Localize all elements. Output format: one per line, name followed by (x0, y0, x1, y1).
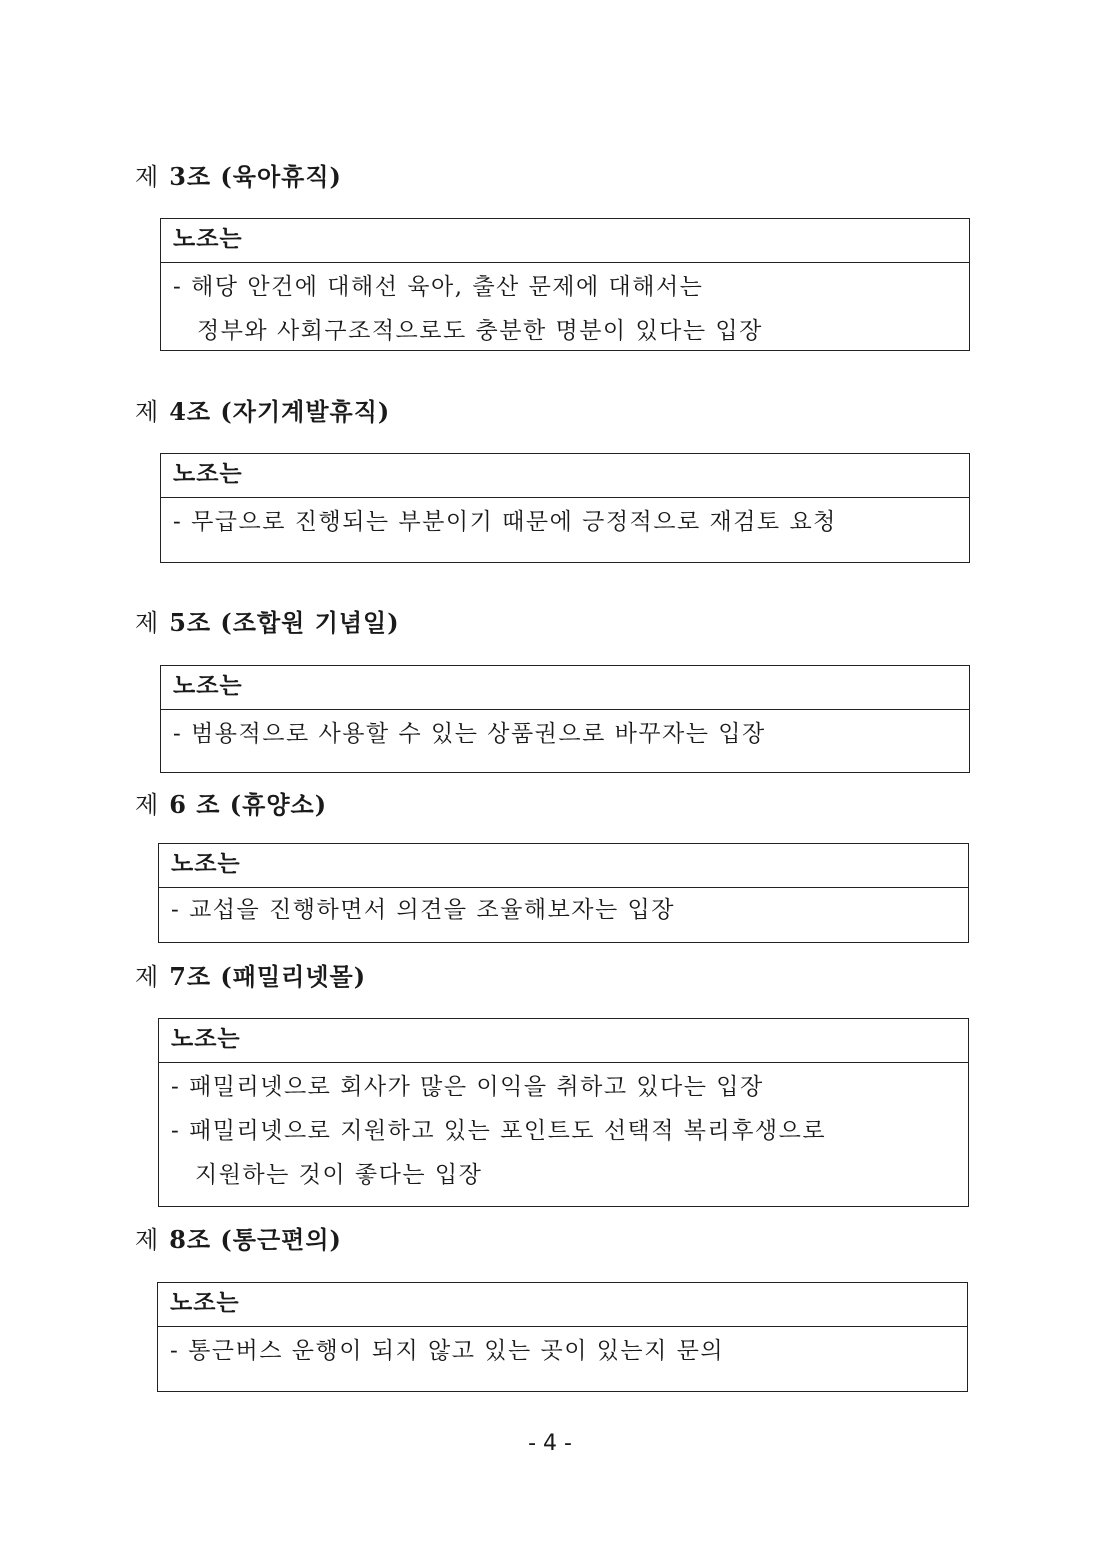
section-label: 제 (135, 163, 160, 191)
box-header: 노조는 (159, 844, 968, 888)
section-box-7 (158, 1018, 969, 1207)
section-label: 제 (135, 791, 160, 819)
section-label: 제 (135, 398, 160, 426)
box-line: 정부와 사회구조적으로도 충분한 명분이 있다는 입장 (197, 318, 763, 344)
box-body (159, 1063, 968, 1197)
section-box-6 (158, 843, 969, 943)
box-body (158, 1327, 967, 1373)
section-box-8 (157, 1282, 968, 1392)
box-line: - 패밀리넷으로 회사가 많은 이익을 취하고 있다는 입장 (171, 1074, 764, 1100)
section-title: 7조 (패밀리넷몰) (169, 962, 367, 991)
box-body (159, 888, 968, 932)
box-header: 노조는 (161, 219, 969, 263)
box-header: 노조는 (161, 666, 969, 710)
section-title: 8조 (통근편의) (169, 1225, 342, 1254)
box-body (161, 498, 969, 544)
box-line: 지원하는 것이 좋다는 입장 (195, 1162, 483, 1188)
section-heading-4 (135, 397, 390, 427)
box-header: 노조는 (161, 454, 969, 498)
box-body (161, 710, 969, 756)
section-label: 제 (135, 963, 160, 991)
section-box-5 (160, 665, 970, 773)
section-label: 제 (135, 1226, 160, 1254)
box-line: - 무급으로 진행되는 부분이기 때문에 긍정적으로 재검토 요청 (173, 509, 837, 535)
box-header: 노조는 (159, 1019, 968, 1063)
section-heading-6 (135, 790, 327, 820)
box-line: - 범용적으로 사용할 수 있는 상품권으로 바꾸자는 입장 (173, 721, 766, 747)
section-heading-3 (135, 162, 342, 192)
section-label: 제 (135, 609, 160, 637)
section-heading-7 (135, 962, 366, 992)
box-body (161, 263, 969, 353)
section-box-3 (160, 218, 970, 351)
section-title: 3조 (육아휴직) (169, 162, 342, 191)
page-number: - 4 - (528, 1431, 572, 1456)
box-line: - 해당 안건에 대해선 육아, 출산 문제에 대해서는 (173, 274, 704, 300)
box-line: - 통근버스 운행이 되지 않고 있는 곳이 있는지 문의 (170, 1338, 725, 1364)
section-title: 5조 (조합원 기념일) (169, 608, 400, 637)
section-heading-8 (135, 1225, 342, 1255)
box-line: - 교섭을 진행하면서 의견을 조율해보자는 입장 (171, 897, 675, 923)
section-heading-5 (135, 608, 400, 638)
section-box-4 (160, 453, 970, 563)
section-title: 4조 (자기계발휴직) (169, 397, 391, 426)
box-header: 노조는 (158, 1283, 967, 1327)
section-title: 6 조 (휴양소) (169, 790, 328, 819)
box-line: - 패밀리넷으로 지원하고 있는 포인트도 선택적 복리후생으로 (171, 1118, 827, 1144)
